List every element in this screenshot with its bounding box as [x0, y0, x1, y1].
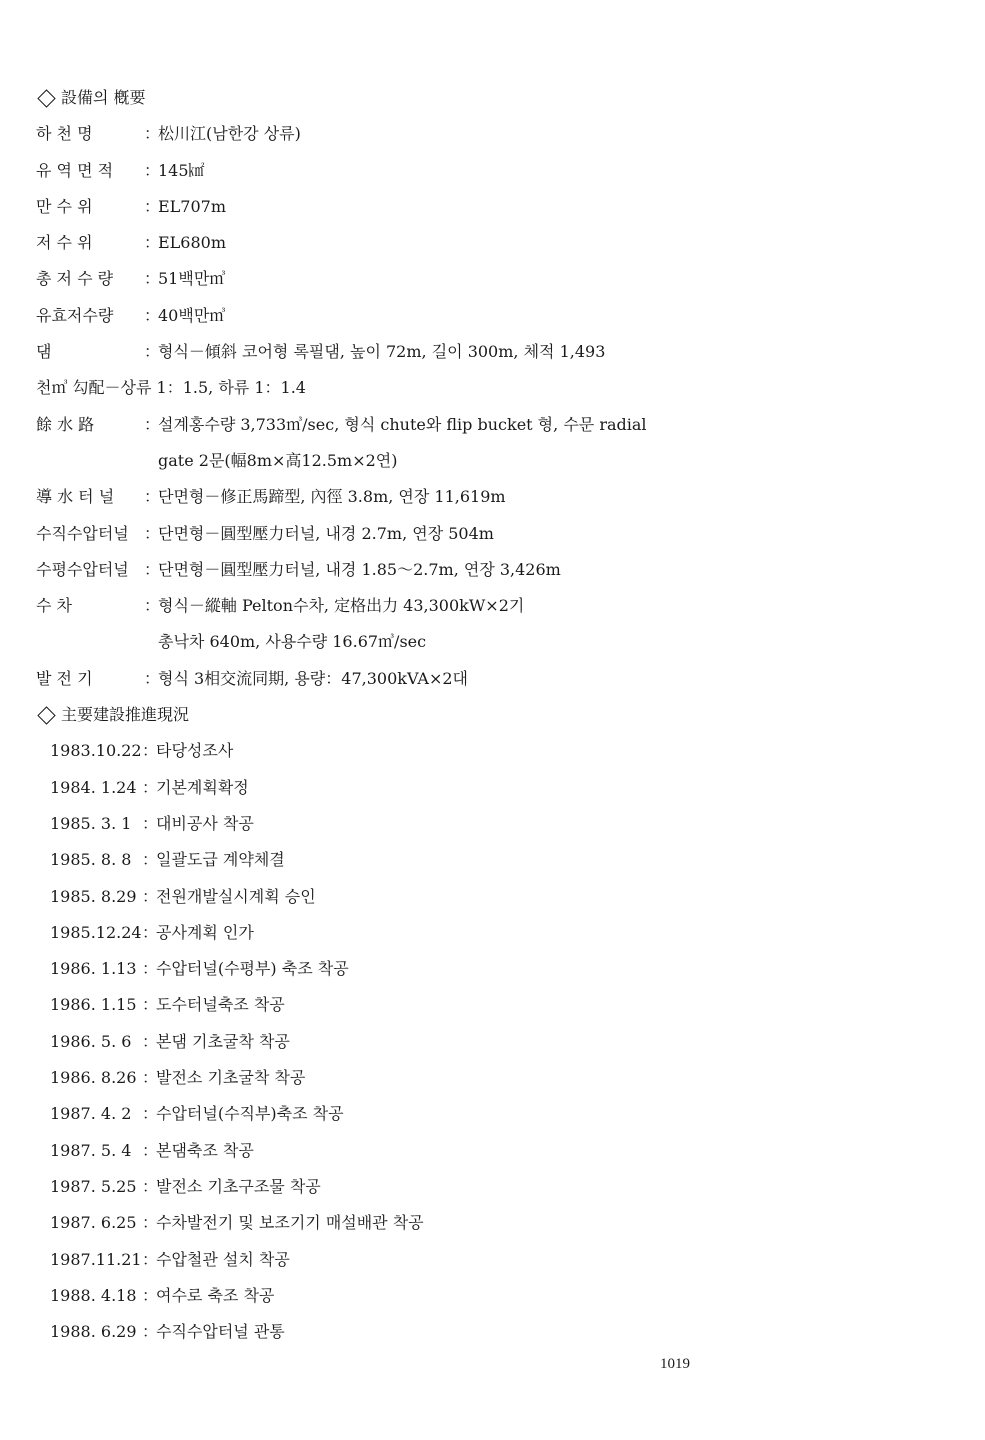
spec-row-low-water-level	[36, 225, 716, 261]
schedule-date: 1987. 4. 2	[50, 1104, 132, 1124]
section-heading-construction-progress	[36, 697, 716, 733]
schedule-text: 발전소 기초굴착 착공	[156, 1068, 306, 1088]
spec-value: 단면형－修正馬蹄型, 內徑 3.8m, 연장 11,619m	[158, 487, 506, 507]
spec-label: 하 천 명	[36, 124, 93, 144]
spec-value-continued: gate 2문(幅8m×高12.5m×2연)	[158, 450, 398, 470]
schedule-date: 1986. 1.13	[50, 959, 137, 979]
spec-value-continued: 총낙차 640m, 사용수량 16.67㎥/sec	[158, 632, 427, 652]
schedule-date: 1984. 1.24	[50, 777, 137, 797]
schedule-date: 1986. 1.15	[50, 995, 137, 1015]
schedule-text: 기본계획확정	[156, 777, 249, 797]
diamond-bullet-icon	[37, 89, 55, 107]
schedule-row	[36, 1242, 716, 1278]
colon: ：	[144, 414, 161, 434]
colon: ：	[144, 342, 161, 362]
schedule-date: 1988. 4.18	[50, 1285, 137, 1305]
spec-label: 만 수 위	[36, 196, 93, 216]
spec-row-total-storage	[36, 261, 716, 297]
spec-value: 145㎢	[158, 160, 205, 180]
spec-label: 餘 水 路	[36, 414, 95, 434]
spec-label: 수직수압터널	[36, 523, 129, 543]
spec-row-spillway	[36, 407, 716, 443]
spec-value: 단면형－圓型壓力터널, 내경 1.85～2.7m, 연장 3,426m	[158, 559, 561, 579]
spec-label: 수평수압터널	[36, 559, 129, 579]
schedule-date: 1987. 5.25	[50, 1176, 137, 1196]
colon: ：	[144, 269, 161, 289]
spec-label: 발 전 기	[36, 668, 93, 688]
colon: ：	[144, 196, 161, 216]
spec-value: EL707m	[158, 196, 227, 216]
schedule-row	[36, 1096, 716, 1132]
colon: ：	[142, 741, 159, 761]
colon: ：	[144, 233, 161, 253]
schedule-row	[36, 1024, 716, 1060]
schedule-date: 1987. 5. 4	[50, 1140, 132, 1160]
spec-row-effective-storage	[36, 298, 716, 334]
spec-value: EL680m	[158, 233, 227, 253]
spec-value: 51백만㎥	[158, 269, 226, 289]
schedule-row	[36, 1314, 716, 1350]
colon: ：	[142, 1140, 159, 1160]
spec-row-dam	[36, 334, 716, 370]
schedule-date: 1985. 8. 8	[50, 850, 132, 870]
schedule-date: 1988. 6.29	[50, 1322, 137, 1342]
schedule-date: 1985. 8.29	[50, 886, 137, 906]
content-area	[36, 80, 716, 1350]
colon: ：	[142, 777, 159, 797]
colon: ：	[144, 124, 161, 144]
colon: ：	[142, 1213, 159, 1233]
spec-label: 저 수 위	[36, 233, 93, 253]
schedule-row	[36, 879, 716, 915]
spec-row-turbine-continued	[36, 624, 716, 660]
schedule-row	[36, 1133, 716, 1169]
colon: ：	[144, 596, 161, 616]
schedule-row	[36, 951, 716, 987]
schedule-date: 1986. 8.26	[50, 1068, 137, 1088]
schedule-date: 1985. 3. 1	[50, 813, 132, 833]
spec-value: 형식－傾斜 코어형 록필댐, 높이 72m, 길이 300m, 체적 1,493	[158, 342, 606, 362]
spec-row-basin-area	[36, 153, 716, 189]
schedule-row	[36, 1278, 716, 1314]
schedule-text: 수압터널(수평부) 축조 착공	[156, 959, 349, 979]
schedule-text: 도수터널축조 착공	[156, 995, 285, 1015]
colon: ：	[144, 559, 161, 579]
schedule-date: 1986. 5. 6	[50, 1031, 132, 1051]
colon: ：	[142, 813, 159, 833]
spec-label: 유 역 면 적	[36, 160, 114, 180]
schedule-row	[36, 987, 716, 1023]
spec-value: 단면형－圓型壓力터널, 내경 2.7m, 연장 504m	[158, 523, 494, 543]
spec-label: 導 水 터 널	[36, 487, 115, 507]
schedule-text: 수압터널(수직부)축조 착공	[156, 1104, 344, 1124]
spec-label: 총 저 수 량	[36, 269, 114, 289]
schedule-text: 본댐 기초굴착 착공	[156, 1031, 290, 1051]
spec-value: 松川江(남한강 상류)	[158, 124, 301, 144]
spec-row-horizontal-penstock	[36, 552, 716, 588]
spec-row-dam-continued	[36, 370, 716, 406]
page-number: 1019	[660, 1356, 690, 1372]
section-title: 主要建設推進現況	[61, 705, 190, 725]
schedule-text: 일괄도급 계약체결	[156, 850, 285, 870]
spec-value: 형식 3相交流同期, 용량：47,300kVA×2대	[158, 668, 469, 688]
colon: ：	[144, 160, 161, 180]
spec-row-generator	[36, 661, 716, 697]
schedule-text: 여수로 축조 착공	[156, 1285, 275, 1305]
schedule-text: 수압철관 설치 착공	[156, 1249, 290, 1269]
schedule-date: 1985.12.24	[50, 922, 142, 942]
spec-label: 수 차	[36, 596, 72, 616]
section-heading-facility-overview	[36, 80, 716, 116]
colon: ：	[142, 1068, 159, 1088]
schedule-text: 전원개발실시계획 승인	[156, 886, 316, 906]
schedule-row	[36, 842, 716, 878]
schedule-text: 발전소 기초구조물 착공	[156, 1176, 321, 1196]
spec-row-river	[36, 116, 716, 152]
colon: ：	[144, 305, 161, 325]
colon: ：	[142, 922, 159, 942]
schedule-row	[36, 733, 716, 769]
colon: ：	[142, 1249, 159, 1269]
colon: ：	[142, 1104, 159, 1124]
schedule-row	[36, 1205, 716, 1241]
spec-row-headrace-tunnel	[36, 479, 716, 515]
section-title: 設備의 槪要	[61, 88, 146, 107]
colon: ：	[142, 850, 159, 870]
colon: ：	[144, 523, 161, 543]
schedule-row	[36, 915, 716, 951]
colon: ：	[142, 1285, 159, 1305]
colon: ：	[142, 1176, 159, 1196]
schedule-row	[36, 1169, 716, 1205]
diamond-bullet-icon	[37, 706, 55, 724]
spec-value: 형식－縱軸 Pelton수차, 定格出力 43,300kW×2기	[158, 596, 525, 616]
schedule-date: 1987.11.21	[50, 1249, 142, 1269]
schedule-row	[36, 1060, 716, 1096]
spec-label: 유효저수량	[36, 305, 114, 325]
schedule-text: 수차발전기 및 보조기기 매설배관 착공	[156, 1213, 424, 1233]
schedule-text: 대비공사 착공	[156, 813, 254, 833]
spec-value-continued: 천㎥ 勾配－상류 1：1.5, 하류 1：1.4	[36, 378, 306, 398]
schedule-text: 공사계획 인가	[156, 922, 254, 942]
spec-row-vertical-penstock	[36, 516, 716, 552]
colon: ：	[142, 1322, 159, 1342]
colon: ：	[142, 1031, 159, 1051]
colon: ：	[142, 886, 159, 906]
schedule-text: 본댐축조 착공	[156, 1140, 254, 1160]
schedule-row	[36, 770, 716, 806]
spec-value: 설계홍수량 3,733㎥/sec, 형식 chute와 flip bucket 형, 수문 radial	[158, 414, 647, 434]
spec-value: 40백만㎥	[158, 305, 226, 325]
colon: ：	[144, 487, 161, 507]
spec-label: 댐	[36, 342, 52, 362]
spec-row-turbine	[36, 588, 716, 624]
schedule-text: 수직수압터널 관통	[156, 1322, 285, 1342]
schedule-text: 타당성조사	[156, 741, 234, 761]
spec-row-full-water-level	[36, 189, 716, 225]
schedule-date: 1983.10.22	[50, 741, 142, 761]
colon: ：	[142, 959, 159, 979]
schedule-row	[36, 806, 716, 842]
colon: ：	[142, 995, 159, 1015]
colon: ：	[144, 668, 161, 688]
spec-row-spillway-continued	[36, 443, 716, 479]
schedule-date: 1987. 6.25	[50, 1213, 137, 1233]
